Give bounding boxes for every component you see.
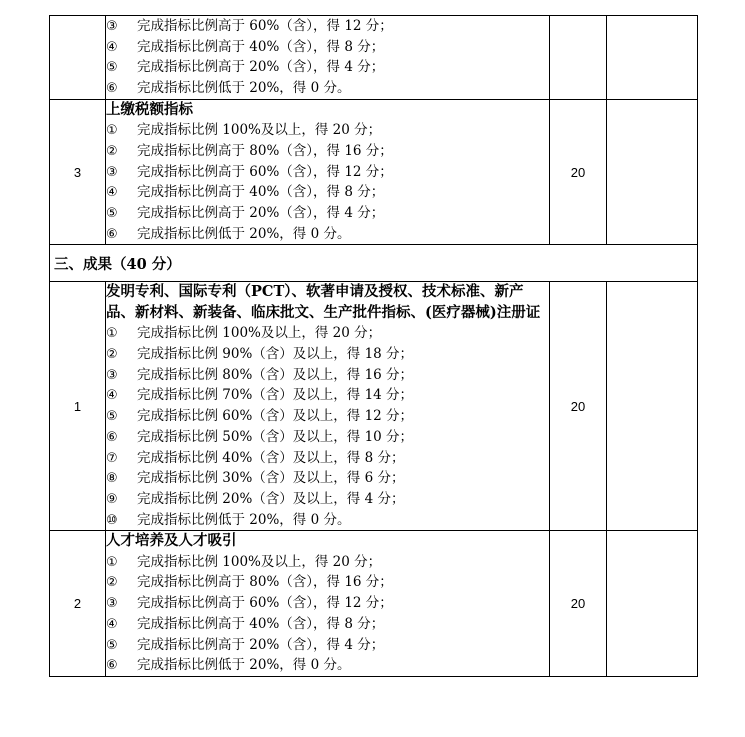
item-text: 完成指标比例 100%及以上，得 20 分； <box>137 325 382 342</box>
item-text: 完成指标比例高于 60%（含），得 12 分； <box>137 18 393 34</box>
item-number: ③ <box>106 19 118 34</box>
criteria-item <box>106 365 549 386</box>
criteria-item <box>106 78 549 99</box>
criteria-item <box>106 141 549 162</box>
section-row <box>50 245 698 282</box>
item-number: ④ <box>106 616 118 632</box>
criteria-item <box>106 162 549 183</box>
criteria-list <box>106 16 549 99</box>
criteria-item <box>106 448 549 469</box>
item-text: 完成指标比例高于 80%（含），得 16 分； <box>137 142 393 159</box>
criteria-item <box>106 203 549 224</box>
item-number: ⑥ <box>106 658 118 674</box>
item-text: 完成指标比例 50%（含）及以上，得 10 分； <box>137 428 414 445</box>
criteria-cell <box>106 282 550 531</box>
item-number: ② <box>106 575 118 591</box>
criteria-item <box>106 16 549 37</box>
criteria-item <box>106 510 549 531</box>
item-number: ② <box>106 347 118 363</box>
criteria-list <box>106 282 549 530</box>
criteria-cell <box>106 16 550 100</box>
item-number: ① <box>106 123 118 139</box>
item-text: 完成指标比例 40%（含）及以上，得 8 分； <box>137 449 405 466</box>
criteria-item <box>106 344 549 365</box>
item-text: 完成指标比例高于 20%（含），得 4 分； <box>137 205 385 221</box>
item-number: ⑥ <box>106 429 118 445</box>
remark-cell <box>607 282 698 531</box>
item-text: 完成指标比例 100%及以上，得 20 分； <box>137 122 382 139</box>
remark-cell <box>607 531 698 677</box>
scoring-table <box>49 15 698 677</box>
item-number: ⑥ <box>106 81 118 97</box>
seq-cell: 1 <box>50 282 106 531</box>
item-number: ⑧ <box>106 471 118 487</box>
item-number: ② <box>106 143 118 159</box>
item-number: ⑩ <box>106 512 118 528</box>
table-row <box>50 531 698 677</box>
item-text: 完成指标比例低于 20%，得 0 分。 <box>137 80 351 97</box>
criteria-title: 上缴税额指标 <box>106 100 193 118</box>
criteria-item <box>106 37 549 58</box>
item-number: ③ <box>106 367 118 383</box>
criteria-title: 人才培养及人才吸引 <box>106 532 237 550</box>
item-number: ⑦ <box>106 450 118 466</box>
item-text: 完成指标比例高于 40%（含），得 8 分； <box>137 38 385 55</box>
criteria-item <box>106 572 549 593</box>
criteria-title: 发明专利、国际专利（PCT）、软著申请及授权、技术标准、新产品、新材料、新装备、临床批文、生产批件指标、(医疗器械)注册证 <box>106 283 541 321</box>
criteria-item <box>106 224 549 245</box>
item-text: 完成指标比例高于 60%（含），得 12 分； <box>137 163 393 180</box>
item-text: 完成指标比例高于 60%（含），得 12 分； <box>137 595 393 612</box>
criteria-cell <box>106 99 550 245</box>
item-number: ⑨ <box>106 491 118 507</box>
item-text: 完成指标比例高于 40%（含），得 8 分； <box>137 184 385 201</box>
item-number: ④ <box>106 39 118 55</box>
criteria-list <box>106 531 549 676</box>
criteria-cell <box>106 531 550 677</box>
criteria-item <box>106 406 549 427</box>
criteria-item <box>106 120 549 141</box>
criteria-item <box>106 614 549 635</box>
criteria-item <box>106 635 549 656</box>
item-number: ④ <box>106 388 118 404</box>
item-number: ③ <box>106 596 118 612</box>
item-number: ⑥ <box>106 226 118 242</box>
item-text: 完成指标比例低于 20%，得 0 分。 <box>137 511 351 528</box>
remark-cell <box>607 16 698 100</box>
criteria-item <box>106 489 549 510</box>
item-number: ⑤ <box>106 60 118 76</box>
item-text: 完成指标比例 90%（含）及以上，得 18 分； <box>137 346 414 363</box>
item-number: ④ <box>106 185 118 201</box>
score-cell <box>550 16 607 100</box>
seq-cell <box>50 16 106 100</box>
table-row <box>50 16 698 100</box>
item-text: 完成指标比例高于 20%（含），得 4 分； <box>137 59 385 76</box>
score-cell: 20 <box>550 531 607 677</box>
item-text: 完成指标比例 60%（含）及以上，得 12 分； <box>137 408 414 425</box>
item-text: 完成指标比例高于 40%（含），得 8 分； <box>137 615 385 632</box>
criteria-item <box>106 427 549 448</box>
score-cell: 20 <box>550 282 607 531</box>
criteria-list <box>106 100 549 245</box>
item-number: ⑤ <box>106 409 118 425</box>
item-number: ⑤ <box>106 637 118 653</box>
item-number: ① <box>106 554 118 570</box>
table-row <box>50 282 698 531</box>
criteria-item <box>106 323 549 344</box>
seq-cell: 3 <box>50 99 106 245</box>
item-text: 完成指标比例 30%（含）及以上，得 6 分； <box>137 470 405 487</box>
item-number: ⑤ <box>106 206 118 221</box>
criteria-item <box>106 468 549 489</box>
seq-cell: 2 <box>50 531 106 677</box>
criteria-item <box>106 655 549 676</box>
item-text: 完成指标比例 100%及以上，得 20 分； <box>137 553 382 570</box>
item-number: ③ <box>106 164 118 180</box>
score-cell: 20 <box>550 99 607 245</box>
criteria-item <box>106 182 549 203</box>
item-text: 完成指标比例 80%（含）及以上，得 16 分； <box>137 366 414 383</box>
section-header: 三、成果（40 分） <box>50 245 698 282</box>
item-text: 完成指标比例 20%（含）及以上，得 4 分； <box>137 490 405 507</box>
item-text: 完成指标比例低于 20%，得 0 分。 <box>137 657 351 674</box>
criteria-item <box>106 385 549 406</box>
item-text: 完成指标比例 70%（含）及以上，得 14 分； <box>137 387 414 404</box>
item-number: ① <box>106 326 118 342</box>
criteria-item <box>106 552 549 573</box>
table-row <box>50 99 698 245</box>
criteria-item <box>106 593 549 614</box>
item-text: 完成指标比例高于 20%（含），得 4 分； <box>137 636 385 653</box>
criteria-item <box>106 57 549 78</box>
item-text: 完成指标比例高于 80%（含），得 16 分； <box>137 574 393 591</box>
item-text: 完成指标比例低于 20%，得 0 分。 <box>137 225 351 242</box>
remark-cell <box>607 99 698 245</box>
